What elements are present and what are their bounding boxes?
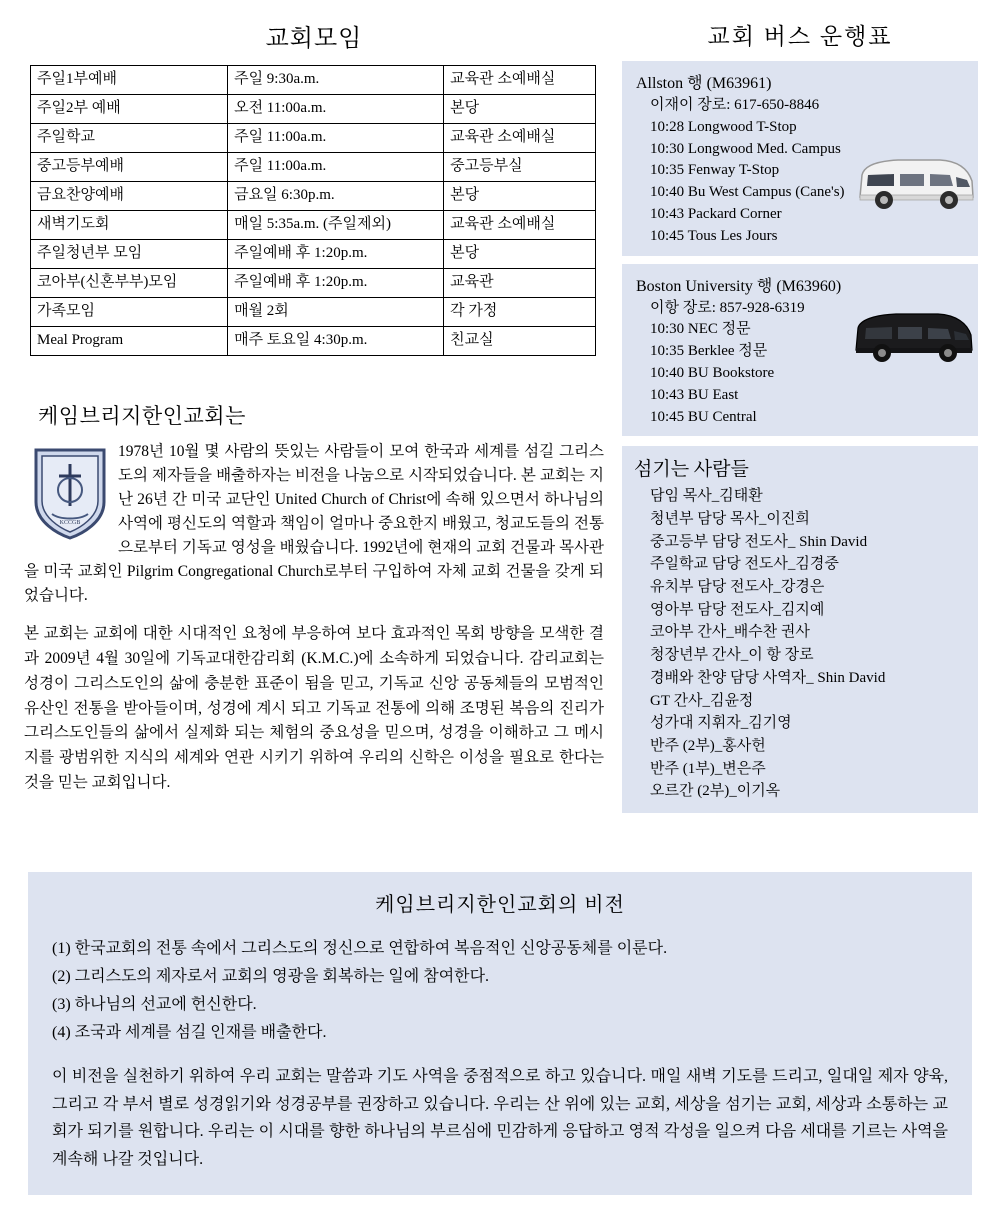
panel-divider	[622, 256, 978, 264]
bus-schedule-title: 교회 버스 운행표	[707, 24, 893, 49]
route-stop: 10:40 Bu West Campus (Cane's)	[650, 184, 845, 201]
table-row	[31, 211, 596, 240]
meeting-place: 교육관 소예배실	[444, 66, 596, 95]
meetings-table	[30, 65, 596, 356]
right-column	[622, 18, 978, 813]
route-stop: 10:40 BU Bookstore	[650, 364, 775, 381]
vision-title: 케임브리지한인교회의 비전	[375, 894, 625, 916]
vision-item: (3) 하나님의 선교에 헌신한다.	[52, 996, 257, 1013]
table-row	[31, 182, 596, 211]
table-row	[31, 95, 596, 124]
vision-item: (1) 한국교회의 전통 속에서 그리스도의 정신으로 연합하여 복음적인 신앙공동체를 이룬다.	[52, 940, 668, 957]
list-item: 오르간 (2부)_이기옥	[650, 783, 781, 800]
meeting-place: 각 가정	[444, 298, 596, 327]
intro-paragraph-2: 본 교회는 교회에 대한 시대적인 요청에 부응하여 보다 효과적인 목회 방향을 모색한 결과 2009년 4월 30일에 기독교대한감리회 (K.M.C.)에 소속하게 되었습니다. 감리교회는 성경이 그리스도인의 삶에 충분한 표준이 됨을 믿고, 기독교 신앙 공동체들의 모범적인 유산인 전통을 받아들이며, 성경에 계시 되고 기독교 전통에 의해 조명된 복음의 진리가 그리스도인들의 삶에서 실제화 되는 체험의 중요성을 믿으며, 성경을 이해하고 그 메시지를 광범위한 지식의 세계와 연관 시키기 위하여 우리의 신학은 이성을 필요로 한다는 것을 믿는 교회입니다.	[24, 625, 604, 791]
meeting-time: 오전 11:00a.m.	[228, 95, 444, 124]
route-stop: 10:35 Fenway T-Stop	[650, 162, 780, 179]
svg-text:KCCGB: KCCGB	[59, 520, 81, 526]
vision-panel	[28, 872, 972, 1195]
list-item: 성가대 지휘자_김기영	[650, 715, 792, 732]
meeting-time: 주일예배 후 1:20p.m.	[228, 269, 444, 298]
meetings-table-body	[31, 66, 596, 356]
meeting-place: 친교실	[444, 327, 596, 356]
meeting-place: 교육관 소예배실	[444, 124, 596, 153]
servants-panel	[622, 446, 978, 813]
meeting-place: 교육관 소예배실	[444, 211, 596, 240]
meeting-name: 주일1부예배	[31, 66, 228, 95]
list-item: 반주 (1부)_변은주	[650, 760, 766, 777]
table-row	[31, 298, 596, 327]
vision-item: (4) 조국과 세계를 섬길 인재를 배출한다.	[52, 1024, 327, 1041]
intro-paragraph-1: 1978년 10월 몇 사람의 뜻있는 사람들이 모여 한국과 세계를 섬길 그리스도의 제자들을 배출하자는 비전을 나눔으로 시작되었습니다. 본 교회는 지난 26년 간 미국 교단인 United Church of Christ에 속해 있으면서 하나님의 사역에 평신도의 역할과 책임이 얼마나 중요한지 배웠고, 청교도들의 전통으로부터 기독교 영성을 배웠습니다. 1992년에 현재의 교회 건물과 목사관을 미국 교회인 Pilgrim Congregational Church로부터 구입하여 자체 교회 건물을 갖게 되었습니다.	[24, 443, 604, 605]
meeting-time: 주일예배 후 1:20p.m.	[228, 240, 444, 269]
route-stop: 10:30 NEC 정문	[650, 321, 751, 338]
meeting-name: 중고등부예배	[31, 153, 228, 182]
church-crest-icon	[32, 444, 108, 540]
list-item: 유치부 담당 전도사_강경은	[650, 579, 825, 596]
table-row	[31, 153, 596, 182]
route-driver: 이항 장로: 857-928-6319	[650, 299, 805, 316]
meeting-name: Meal Program	[31, 327, 228, 356]
intro-paragraph-1-wrapper	[24, 440, 604, 608]
meeting-time: 금요일 6:30p.m.	[228, 182, 444, 211]
meeting-time: 주일 11:00a.m.	[228, 153, 444, 182]
bus-route-allston	[622, 61, 978, 256]
list-item: 경배와 찬양 담당 사역자_ Shin David	[650, 669, 886, 686]
left-column	[24, 18, 604, 796]
vision-item: (2) 그리스도의 제자로서 교회의 영광을 회복하는 일에 참여한다.	[52, 968, 490, 985]
meeting-place: 중고등부실	[444, 153, 596, 182]
meeting-time: 주일 9:30a.m.	[228, 66, 444, 95]
route-stop: 10:45 Tous Les Jours	[650, 227, 778, 244]
route-stop: 10:43 BU East	[650, 386, 739, 403]
meeting-time: 매주 토요일 4:30p.m.	[228, 327, 444, 356]
list-item: 코아부 간사_배수찬 권사	[650, 624, 810, 641]
meeting-name: 주일청년부 모임	[31, 240, 228, 269]
black-bus-image	[850, 308, 976, 366]
meetings-title: 교회모임	[265, 26, 363, 52]
route-stop: 10:45 BU Central	[650, 408, 757, 425]
list-item: 영아부 담당 전도사_김지예	[650, 601, 825, 618]
intro-title: 케임브리지한인교회는	[38, 404, 246, 428]
bus-route-boston-university	[622, 264, 978, 437]
meeting-name: 주일2부 예배	[31, 95, 228, 124]
meeting-name: 새벽기도회	[31, 211, 228, 240]
list-item: 반주 (2부)_홍사헌	[650, 737, 766, 754]
route-head: Allston 행 (M63961)	[636, 75, 772, 92]
meeting-place: 본당	[444, 95, 596, 124]
route-stop: 10:28 Longwood T-Stop	[650, 118, 797, 135]
list-item: 청년부 담당 목사_이진희	[650, 511, 810, 528]
route-stop: 10:35 Berklee 정문	[650, 343, 768, 360]
meeting-name: 금요찬양예배	[31, 182, 228, 211]
table-row	[31, 240, 596, 269]
meeting-name: 가족모임	[31, 298, 228, 327]
meeting-place: 교육관	[444, 269, 596, 298]
meeting-place: 본당	[444, 182, 596, 211]
route-driver: 이재이 장로: 617-650-8846	[650, 97, 820, 113]
list-item: 중고등부 담당 전도사_ Shin David	[650, 533, 868, 550]
route-stop: 10:30 Longwood Med. Campus	[650, 140, 841, 157]
meeting-place: 본당	[444, 240, 596, 269]
list-item: 담임 목사_김태환	[650, 488, 763, 505]
list-item: 청장년부 간사_이 항 장로	[650, 647, 814, 664]
list-item: GT 간사_김윤정	[650, 692, 754, 709]
route-stop: 10:43 Packard Corner	[650, 205, 782, 222]
table-row	[31, 124, 596, 153]
meeting-name: 주일학교	[31, 124, 228, 153]
list-item: 주일학교 담당 전도사_김경중	[650, 556, 839, 573]
route-head: Boston University 행 (M63960)	[636, 277, 842, 295]
vision-body: 이 비전을 실천하기 위하여 우리 교회는 말씀과 기도 사역을 중점적으로 하고 있습니다. 매일 새벽 기도를 드리고, 일대일 제자 양육, 그리고 각 부서 별로 성경읽기와 성경공부를 권장하고 있습니다. 우리는 산 위에 있는 교회, 세상을 섬기는 교회, 세상과 소통하는 교회가 되기를 원합니다. 우리는 이 시대를 향한 하나님의 부르심에 민감하게 응답하고 영적 각성을 일으켜 다음 세대를 기르는 사역을 계속해 나갈 것입니다.	[52, 1068, 948, 1168]
table-row	[31, 66, 596, 95]
meeting-time: 주일 11:00a.m.	[228, 124, 444, 153]
meeting-time: 매월 2회	[228, 298, 444, 327]
meeting-name: 코아부(신혼부부)모임	[31, 269, 228, 298]
meeting-time: 매일 5:35a.m. (주일제외)	[228, 211, 444, 240]
servants-title: 섬기는 사람들	[634, 459, 749, 481]
white-bus-image	[854, 153, 976, 215]
table-row	[31, 327, 596, 356]
table-row	[31, 269, 596, 298]
